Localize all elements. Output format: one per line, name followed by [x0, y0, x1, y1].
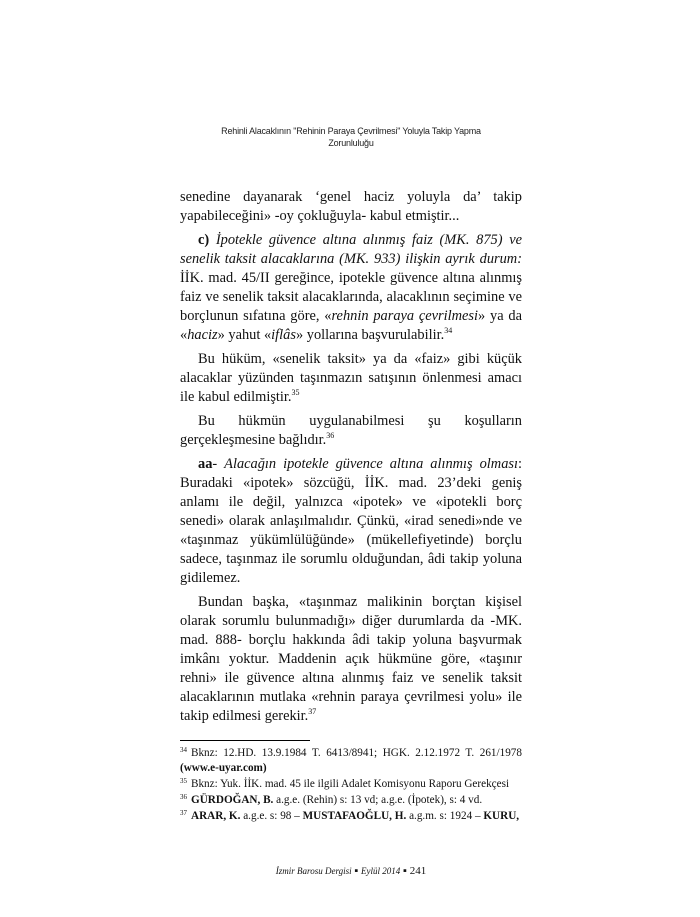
section-title: Alacağın ipotekle güvence altına alınmış olması: [224, 456, 518, 472]
header-line: Rehinli Alacaklının "Rehinin Paraya Çevrilmesi" Yoluyla Takip Yapma: [221, 126, 481, 136]
author: ARAR, K.: [191, 810, 241, 822]
author: MUSTAFAOĞLU, H.: [302, 810, 407, 822]
footnote: [180, 746, 522, 776]
footnote-number: 35: [180, 777, 187, 785]
text: rehnin paraya çevrilmesi: [331, 308, 479, 324]
page-footer: [180, 864, 522, 899]
paragraph: [180, 350, 522, 407]
journal-name: İzmir Barosu Dergisi: [275, 866, 352, 876]
text: Bknz: Yuk. İİK. mad. 45 ile ilgili Adalet Komisyonu Raporu Gerekçesi: [191, 778, 510, 790]
text: » yahut «: [217, 327, 272, 343]
footnotes: [180, 746, 522, 824]
text: Bu hüküm, «senelik taksit» ya da «faiz» gibi küçük alacaklar yüzünden taşınmazın satışının önlenmesi amacı ile kabul edilmiştir.: [180, 351, 522, 405]
text: Bu hükmün uygulanabilmesi şu koşulların gerçekleşmesine bağlıdır.: [180, 413, 522, 448]
header-line: Zorunluluğu: [328, 138, 374, 148]
text: » ya da «: [180, 308, 522, 343]
footnote: [180, 809, 522, 824]
link[interactable]: (www.e-uyar.com): [180, 762, 267, 774]
section-label: aa: [198, 456, 213, 472]
text: : Buradaki «ipotek» sözcüğü, İİK. mad. 23’deki geniş anlamı ile değil, yalnızca «ipotek» ve «ipotekli borç senedi» olarak anlaşılmalıdır. Çünkü, «irad senedi»nde ve «taşınmaz yükümlülüğünde» (mükellefiyetinde) borçlu sadece, taşınmaz ile sorumlu olduğundan, âdi takip yoluna gidilemez.: [180, 456, 522, 586]
text: a.g.e. (Rehin) s: 13 vd; a.g.e. (İpotek), s: 4 vd.: [273, 794, 483, 806]
author: GÜRDOĞAN, B.: [191, 794, 274, 806]
separator: ▪: [400, 865, 410, 877]
paragraph: [180, 593, 522, 726]
footnote-number: 34: [180, 746, 187, 754]
author: KURU,: [483, 810, 520, 822]
paragraph: [180, 231, 522, 345]
paragraph: [180, 455, 522, 588]
section-title: İpotekle güvence altına alınmış faiz (MK. 875) ve senelik taksit alacaklarına (MK. 933) ilişkin ayrık durum:: [180, 232, 523, 267]
text: Bundan başka, «taşınmaz malikinin borçtan kişisel olarak sorumlu bulunmadığı» diğer durumlarda da -MK. mad. 888- borçlu hakkında âdi takip yoluna başvurmak imkânı yoktur. Maddenin açık hükmüne göre, «taşınır rehni» ile güvence altına alınmış faiz ve senelik taksit alacaklarının mutlaka «rehnin paraya çevrilmesi yolu» ile takip edilmesi gerekir.: [180, 594, 522, 724]
footnote: [180, 777, 522, 792]
footnote-divider: [180, 740, 310, 741]
issue-date: Eylül 2014: [361, 866, 401, 876]
text: Bknz: 12.HD. 13.9.1984 T. 6413/8941; HGK. 2.12.1972 T. 261/1978: [191, 747, 522, 759]
paragraph: senedine dayanarak ‘genel haciz yoluyla da’ takip yapabileceğini» -oy çokluğuyla- kabul etmiştir...: [180, 189, 522, 224]
page-number: 241: [409, 865, 427, 877]
footnote-ref[interactable]: 37: [308, 707, 317, 716]
body-text: [180, 188, 522, 726]
footnote-ref[interactable]: 36: [326, 431, 335, 440]
footnote: [180, 793, 522, 808]
text: İİK. mad. 45/II gereğince, ipotekle güvence altına alınmış faiz ve senelik taksit alacaklarında, alacaklının seçimine ve borçlunun sıfatına göre, «: [180, 270, 522, 324]
text: a.g.e. s: 98 –: [240, 810, 303, 822]
text: a.g.m. s: 1924 –: [406, 810, 484, 822]
text: » yollarına başvurulabilir.: [295, 327, 445, 343]
paragraph: [180, 412, 522, 450]
running-header: [180, 125, 522, 149]
text: haciz: [187, 327, 218, 343]
footnote-number: 36: [180, 793, 187, 801]
footnote-ref[interactable]: 34: [444, 326, 453, 335]
text: iflâs: [271, 327, 296, 343]
separator: ▪: [351, 865, 362, 877]
text: -: [212, 456, 225, 472]
footnote-ref[interactable]: 35: [291, 388, 300, 397]
section-label: c): [198, 232, 216, 248]
footnote-number: 37: [180, 809, 187, 817]
